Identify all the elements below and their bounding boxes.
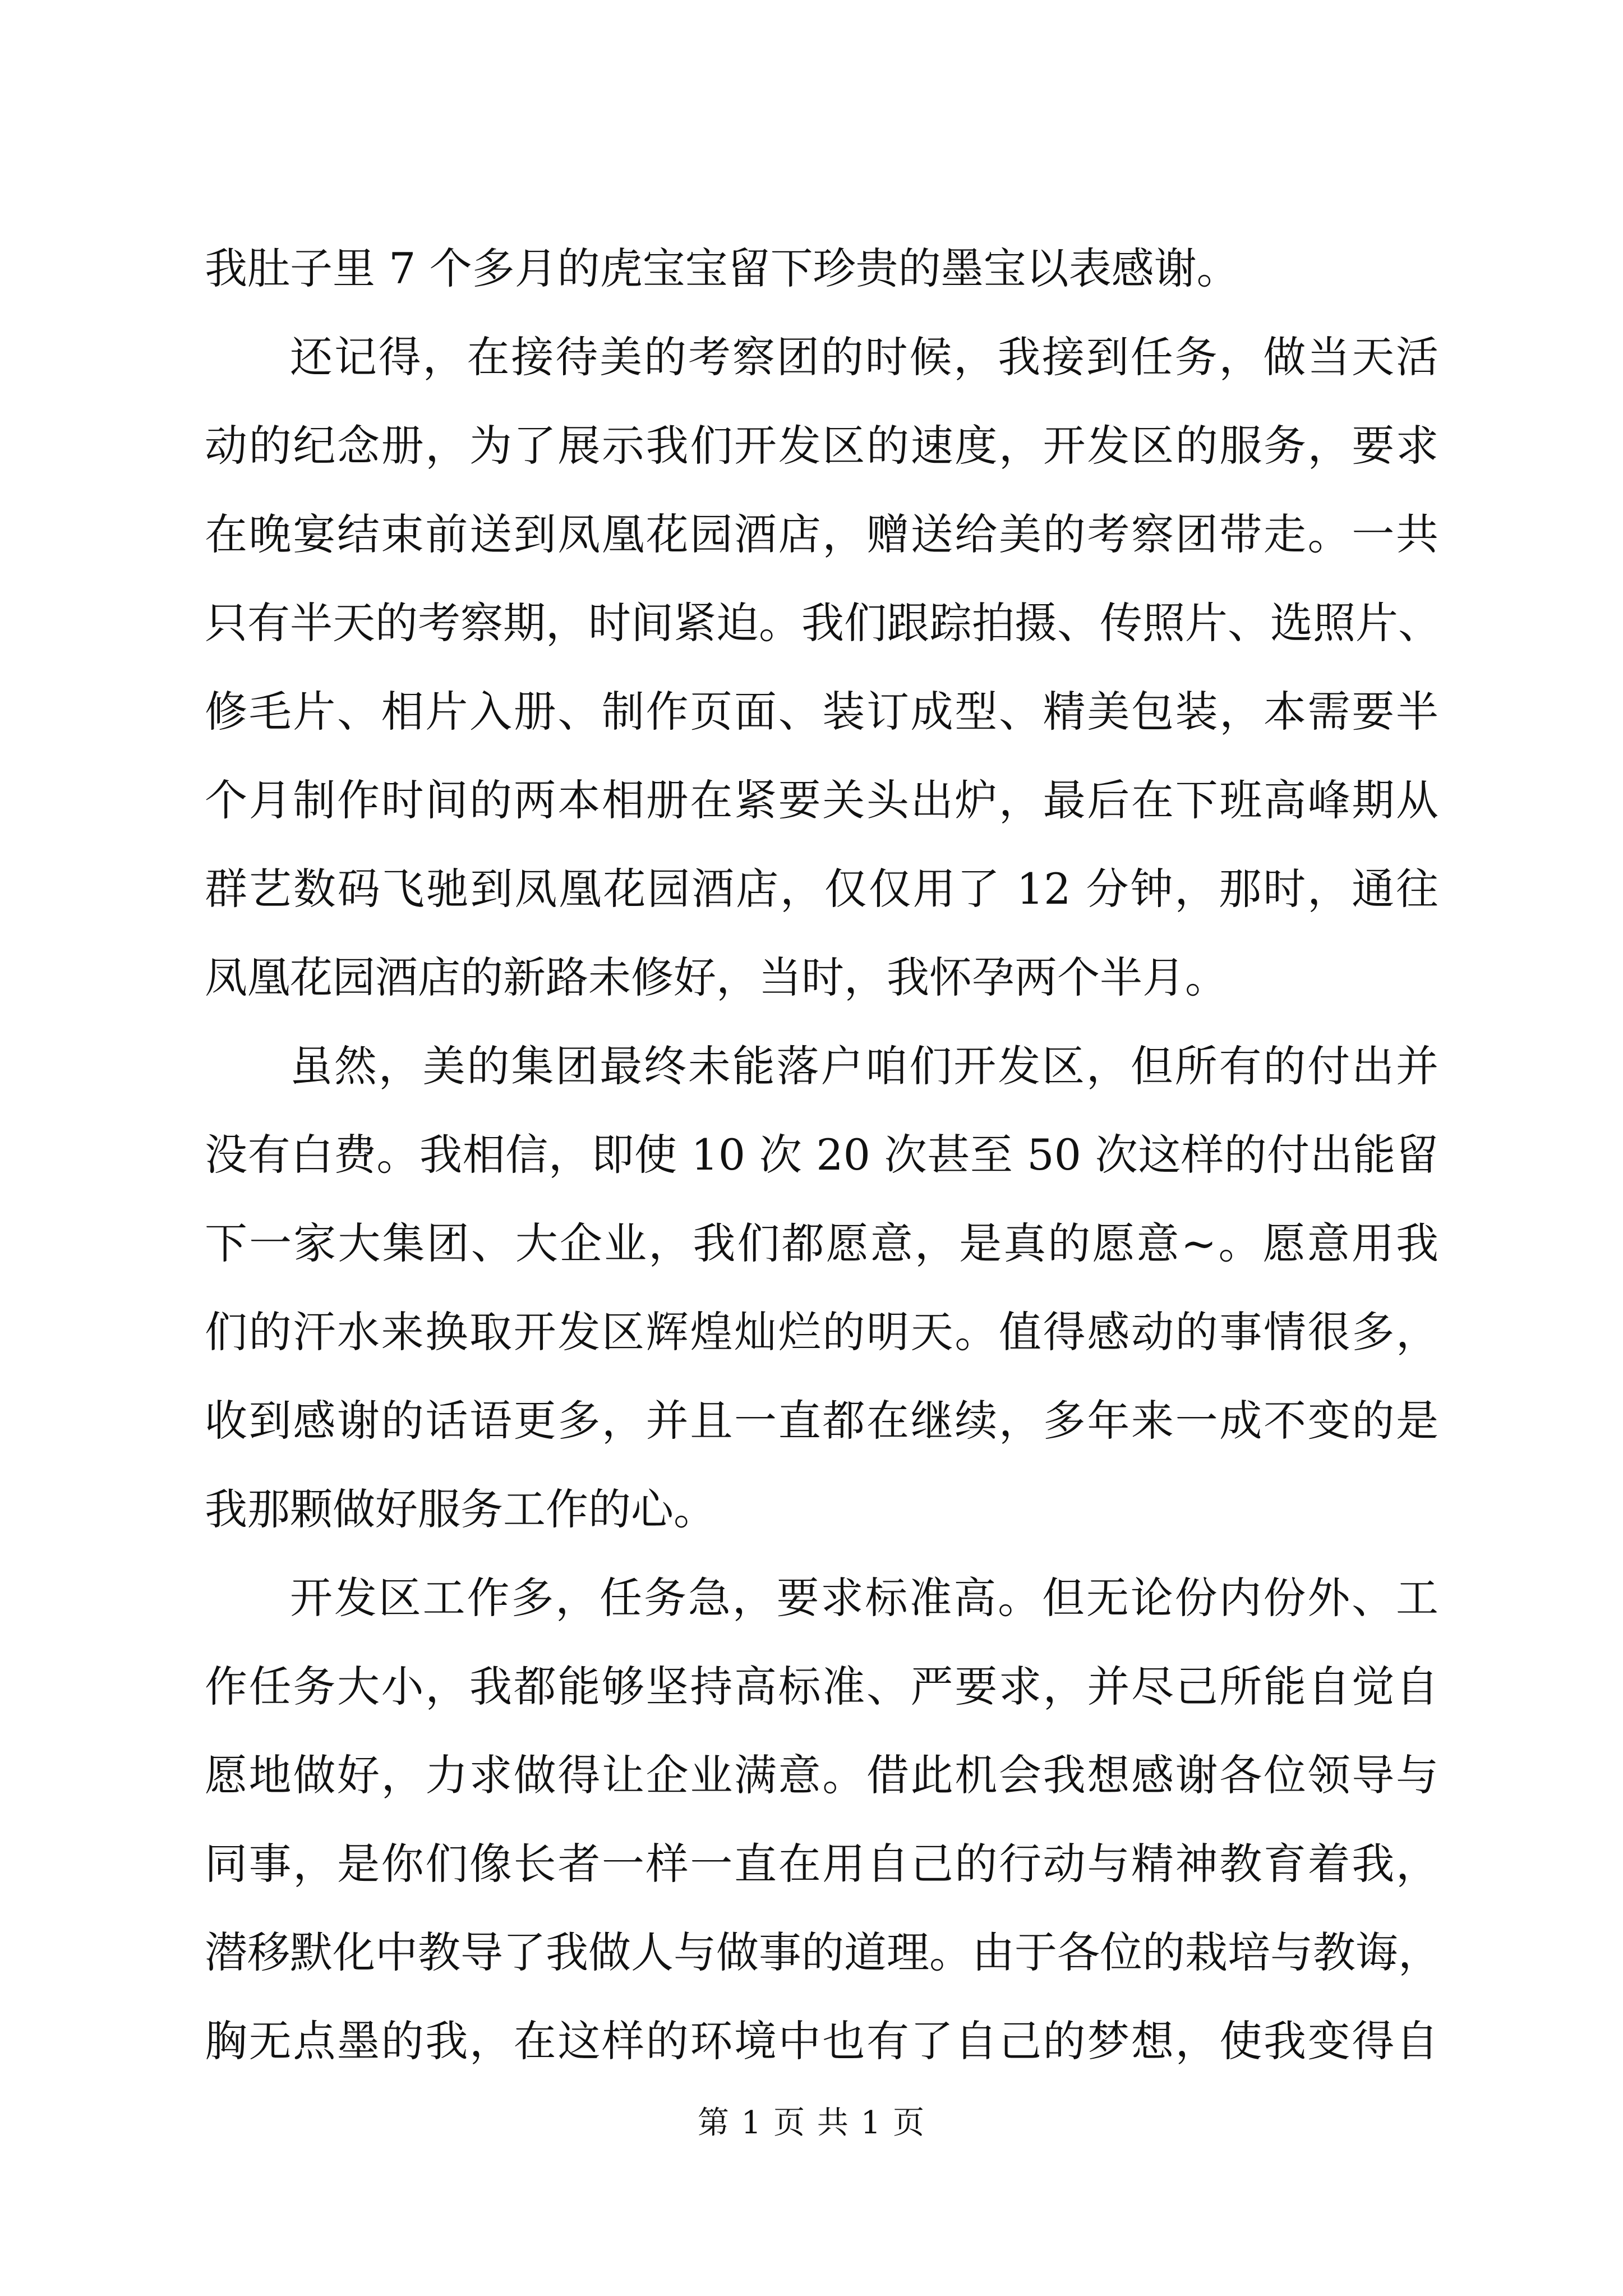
- text-line: 同事，是你们像长者一样一直在用自己的行动与精神教育着我，: [205, 1839, 1438, 1889]
- text-line: 潜移默化中教导了我做人与做事的道理。由于各位的栽培与教诲，: [205, 1927, 1441, 1977]
- text-line: 收到感谢的话语更多，并且一直都在继续，多年来一成不变的是: [205, 1396, 1438, 1446]
- text-line: 个月制作时间的两本相册在紧要关头出炉，最后在下班高峰期从: [205, 775, 1438, 825]
- text-line: 只有半天的考察期，时间紧迫。我们跟踪拍摄、传照片、选照片、: [205, 598, 1441, 648]
- text-line: 我那颗做好服务工作的心。: [205, 1484, 716, 1534]
- text-line: 群艺数码飞驰到凤凰花园酒店，仅仅用了 12 分钟，那时，通往: [205, 864, 1438, 914]
- text-line: 还记得，在接待美的考察团的时候，我接到任务，做当天活: [290, 332, 1438, 382]
- text-line: 开发区工作多，任务急，要求标准高。但无论份内份外、工: [290, 1573, 1438, 1623]
- text-line: 我肚子里 7 个多月的虎宝宝留下珍贵的墨宝以表感谢。: [205, 243, 1239, 293]
- text-line: 动的纪念册，为了展示我们开发区的速度，开发区的服务，要求: [205, 421, 1438, 471]
- text-line: 下一家大集团、大企业，我们都愿意，是真的愿意~。愿意用我: [205, 1218, 1438, 1268]
- page-footer: 第 1 页 共 1 页: [697, 2105, 926, 2141]
- text-line: 虽然，美的集团最终未能落户咱们开发区，但所有的付出并: [290, 1041, 1438, 1091]
- text-line: 凤凰花园酒店的新路未修好，当时，我怀孕两个半月。: [205, 953, 1228, 1002]
- text-line: 修毛片、相片入册、制作页面、装订成型、精美包装，本需要半: [205, 687, 1438, 737]
- body-text: [205, 224, 1441, 2086]
- text-line: 们的汗水来换取开发区辉煌灿烂的明天。值得感动的事情很多，: [205, 1307, 1438, 1357]
- text-line: 没有白费。我相信，即使 10 次 20 次甚至 50 次这样的付出能留: [205, 1130, 1438, 1180]
- text-line: 胸无点墨的我，在这样的环境中也有了自己的梦想，使我变得自: [205, 2016, 1438, 2066]
- text-line: 愿地做好，力求做得让企业满意。借此机会我想感谢各位领导与: [205, 1750, 1438, 1800]
- text-line: 在晚宴结束前送到凤凰花园酒店，赠送给美的考察团带走。一共: [205, 509, 1438, 559]
- text-line: 作任务大小，我都能够坚持高标准、严要求，并尽己所能自觉自: [205, 1662, 1438, 1711]
